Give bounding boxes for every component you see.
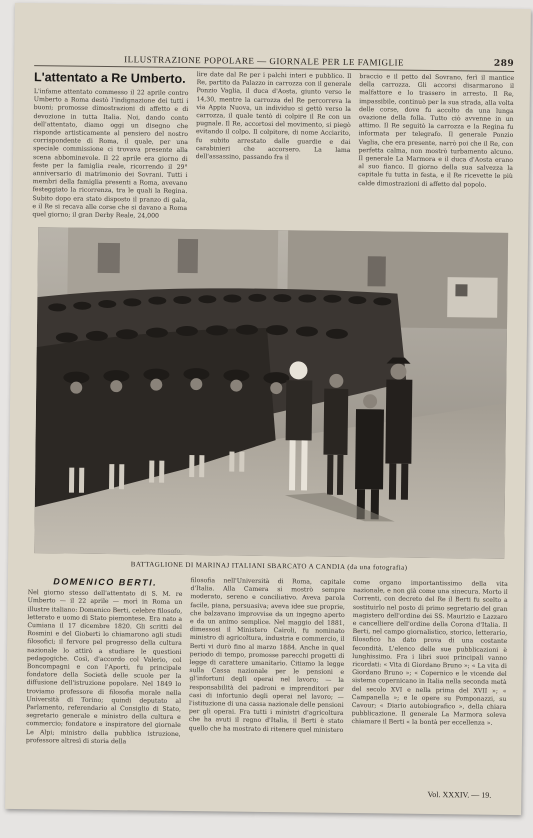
article-column: [188, 577, 345, 785]
article-column: [195, 71, 351, 223]
article-text: L'infame attentato commesso il 22 aprile contro Umberto a Roma destò l'indignazione dei tutti i buoni; promosse dimostrazioni di affetto e di devozione in tutta Italia. Noi, dando conto dell'attentato, diamo oggi un disegno che risponde artisticamente al pensiero del nostro corrispondente di Roma, il quale, per una speciale commissione ci trovava presente alla scena abbominevole. Il 22 aprile era giorno di feste per la famiglia reale, ricorrendo il 29° anniversario di matrimonio dei Sovrani. Tutti i membri della famiglia presenti a Roma, avevano festeggiato la ricorrenza, tra le quali la Regina. Subito dopo era stato disposto il pranzo di gala, e il Re si recava alle corse che si davano a Roma quel giorno; il gran Derby Reale, 24,000: [32, 88, 189, 220]
page-number: 289: [493, 58, 515, 69]
article-berti: [25, 575, 507, 787]
photograph-sailors: [34, 227, 508, 559]
article-text: braccio e il petto del Sovrano, ferì il mantice della carrozza. Gli accorsi disarmarono il malfattore e lo trassero in arresto. Il Re, impassibile, continuò per la sua strada, alla volta delle corse, dove fu accolto da una lunga ovazione della folla. Tutto ciò avvenne in un attimo. Il Re seguitò la carrozza e la Regina fu informata per telegrafo. Il generale Ponzio Vaglia, che era presente, narrò poi che il Re, con perfetta calma, non mostrò turbamento alcuno. Il generale La Marmora e il duca d'Aosta erano al suo fianco. Il giorno della sua salvezza la capitale fu tutta in festa, e il Re ricevette le più calde dimostrazioni di affetto dal popolo.: [358, 73, 515, 189]
article-title: DOMENICO BERTI.: [53, 576, 158, 588]
article-text: lire date dal Re per i palchi interi e pubblico. Il Re, partito da Palazzo in carrozza con il generale Ponzio Vaglia, il duca d'Aosta, giunto verso le 14,30, mentre la carrozza del Re percorreva la via Appia Nuova, un individuo si gettò verso la carrozza, il quale tentò di colpire il Re con un pugnale. Il Re, accortosi del movimento, si piegò evitando il colpo. Il colpitore, di nome Acciarito, fu subito arrestato dalle guardie e dai carabinieri che accorsero. La lama dell'assassino, passando fra il: [195, 71, 352, 162]
article-title: L'attentato a Re Umberto.: [33, 70, 186, 86]
article-text: Nel giorno stesso dell'attentato di S. M. re Umberto — il 22 aprile — morì in Roma un illustre italiano: Domenico Berti, celebre filosofo, letterato e uomo di Stato piemontese. Era nato a Cumiana il 17 dicembre 1820. Gli scritti del Rosmini e del Gioberti lo chiamarono agli studi filosofici; il fervore pel progresso della cultura nazionale lo attirò a studiare le questioni pedagogiche. Così, d'accordo col Valerio, col Boncompagni e con l'Aporti, fu principale fondatore della Società delle scuole per la diffusione dell'istruzione popolare. Nel 1849 lo troviamo professore di filosofia morale nella Università di Torino; quindi deputato al Parlamento, referendario al Consiglio di Stato, segretario generale e ministro della cultura e commercio; fondatore e inspiratore del giornale Le Alpi; ministro della pubblica istruzione, professore altresì di storia della: [25, 589, 183, 746]
article-text: filosofia nell'Università di Roma, capitale d'Italia. Alla Camera si mostrò sempre moderato, sereno e conciliativo. Aveva parola facile, piana, persuasiva; aveva idee sue proprie, che balzavano improvvise da un ingegno aperto e da un animo semplice. Nel maggio del 1881, dimessosi il Ministero Cairoli, fu nominato ministro di agricoltura, industria e commercio, il Berti vi durò fino al marzo 1884. Anche in quel periodo di tempo, promosse parecchi progetti di legge di carattere umanitario. Citiamo la legge sulla Cassa nazionale per le pensioni e gl'infortuni degli operai nel lavoro; — la responsabilità dei padroni e imprenditori per casi di infortunio degli operai nel lavoro; — l'istituzione di una cassa nazionale delle pensioni per gli operai. Fra tutti i ministri d'agricoltura che ha avuti il regno d'Italia, il Berti è stato quello che ha mostrato di ritenere quel ministero: [188, 577, 346, 734]
volume-number: Vol. XXXIV. — 19.: [427, 789, 492, 800]
article-attentato: [32, 69, 514, 225]
header-title: ILLUSTRAZIONE POPOLARE — GIORNALE PER LE FAMIGLIE: [124, 54, 405, 68]
newspaper-page: [5, 3, 531, 815]
article-column: [25, 575, 182, 783]
article-column: [358, 73, 514, 225]
photo-caption: BATTAGLIONE DI MARINAJ ITALIANI SBARCATO A CANDIA (da una fotografia): [130, 560, 408, 572]
article-column: [32, 69, 188, 221]
running-header: [34, 51, 514, 72]
article-column: [351, 579, 508, 787]
article-text: come organo importantissimo della vita nazionale, e non già come una sinecura. Morto il Correnti, con decreto del Re il Berti fu scelto a sostituirlo nel posto di primo segretario del gran magistero dell'ordine dei SS. Maurizio e Lazzaro e cancelliere dell'ordine della Corona d'Italia. Il Berti, nel campo giornalistico, storico, letterario, filosofico ha dato prova di una costante fecondità. L'elenco delle sue pubblicazioni è lunghissimo. Fra i libri suoi principali vanno ricordati: « Vita di Giordano Bruno »; « La vita di Giordano Bruno »; « Copernico e le vicende del sistema copernicano in Italia nella seconda metà del secolo XVI e nella prima del XVII »; « Campanella »; e le opere su Pomponazzi, su Cavour; « Diario autobiografico », della chiara pubblicazione. Il generale La Marmora soleva chiamare il Berti « la bontà per eccellenza ».: [351, 579, 508, 728]
engraving-image: [34, 227, 508, 559]
